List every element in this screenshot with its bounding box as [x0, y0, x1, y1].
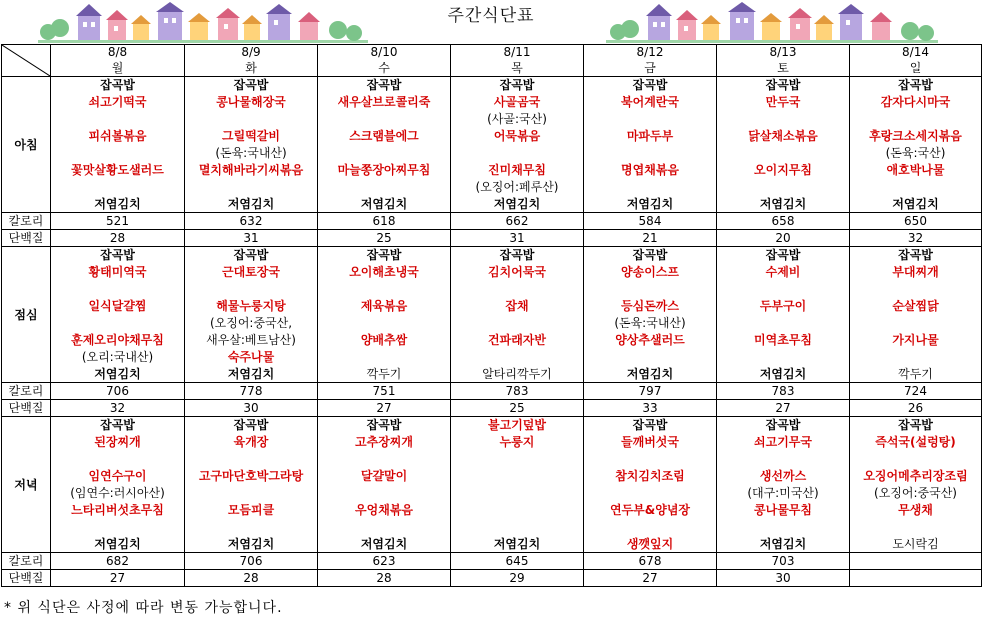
date-cell: 8/13: [717, 45, 850, 61]
menu-cell: [717, 315, 850, 332]
menu-cell: 저염김치: [584, 196, 717, 213]
menu-cell: 등심돈까스: [584, 298, 717, 315]
calorie-value: 706: [51, 383, 185, 400]
menu-cell: 양송이스프: [584, 264, 717, 281]
menu-cell: 저염김치: [51, 196, 185, 213]
menu-cell: 건파래자반: [451, 332, 584, 349]
menu-cell: 깍두기: [850, 366, 982, 383]
menu-cell: [717, 519, 850, 536]
calorie-value: 623: [318, 553, 451, 570]
protein-label: 단백질: [2, 400, 51, 417]
date-cell: 8/9: [185, 45, 318, 61]
menu-cell: 저염김치: [850, 196, 982, 213]
menu-cell: 사골곰국: [451, 94, 584, 111]
menu-cell: 잡곡밥: [451, 77, 584, 94]
menu-cell: 잡곡밥: [451, 247, 584, 264]
menu-row: [2, 434, 982, 451]
menu-cell: (오리:국내산): [51, 349, 185, 366]
calorie-value: 678: [584, 553, 717, 570]
protein-value: 30: [185, 400, 318, 417]
menu-cell: 스크램블에그: [318, 128, 451, 145]
calorie-value: 645: [451, 553, 584, 570]
menu-cell: [318, 315, 451, 332]
calorie-value: 706: [185, 553, 318, 570]
menu-cell: 잡곡밥: [850, 247, 982, 264]
meal-label: 저녁: [2, 417, 51, 553]
menu-cell: 생선까스: [717, 468, 850, 485]
menu-cell: [451, 468, 584, 485]
protein-value: 31: [185, 230, 318, 247]
menu-row: [2, 536, 982, 553]
menu-cell: 느타리버섯초무침: [51, 502, 185, 519]
menu-row: [2, 247, 982, 264]
menu-cell: 황태미역국: [51, 264, 185, 281]
protein-value: [850, 570, 982, 587]
menu-cell: [584, 519, 717, 536]
menu-cell: 두부구이: [717, 298, 850, 315]
calorie-value: 650: [850, 213, 982, 230]
menu-cell: 잡곡밥: [850, 417, 982, 434]
menu-cell: [185, 519, 318, 536]
menu-cell: (돈육:국내산): [584, 315, 717, 332]
menu-cell: 만두국: [717, 94, 850, 111]
menu-row: [2, 298, 982, 315]
menu-cell: [51, 281, 185, 298]
menu-cell: 근대토장국: [185, 264, 318, 281]
menu-cell: 새우살브로콜리죽: [318, 94, 451, 111]
menu-cell: 저염김치: [451, 536, 584, 553]
menu-cell: [51, 451, 185, 468]
menu-cell: 우엉채볶음: [318, 502, 451, 519]
protein-value: 21: [584, 230, 717, 247]
menu-cell: [185, 281, 318, 298]
menu-cell: 잡곡밥: [318, 77, 451, 94]
weekday-cell: 금: [584, 61, 717, 77]
calorie-value: 521: [51, 213, 185, 230]
menu-cell: [850, 451, 982, 468]
footnote: * 위 식단은 사정에 따라 변동 가능합니다.: [4, 600, 283, 616]
menu-cell: [850, 519, 982, 536]
menu-cell: 들깨버섯국: [584, 434, 717, 451]
menu-cell: 저염김치: [51, 536, 185, 553]
menu-row: [2, 264, 982, 281]
menu-cell: 저염김치: [185, 196, 318, 213]
menu-cell: [850, 315, 982, 332]
protein-value: 29: [451, 570, 584, 587]
weekday-row: [2, 61, 982, 77]
menu-row: [2, 162, 982, 179]
protein-value: 27: [51, 570, 185, 587]
menu-cell: 참치김치조림: [584, 468, 717, 485]
menu-cell: [717, 111, 850, 128]
menu-cell: 새우살:베트남산): [185, 332, 318, 349]
menu-cell: [584, 145, 717, 162]
menu-cell: [850, 281, 982, 298]
menu-cell: 마파두부: [584, 128, 717, 145]
protein-value: 28: [185, 570, 318, 587]
menu-cell: 도시락김: [850, 536, 982, 553]
protein-label: 단백질: [2, 570, 51, 587]
menu-cell: 임연수구이: [51, 468, 185, 485]
calorie-label: 칼로리: [2, 213, 51, 230]
calorie-label: 칼로리: [2, 383, 51, 400]
menu-cell: [584, 349, 717, 366]
menu-cell: 멸치해바라기씨볶음: [185, 162, 318, 179]
menu-cell: 잡곡밥: [584, 247, 717, 264]
menu-cell: 쇠고기무국: [717, 434, 850, 451]
menu-cell: 연두부&양념장: [584, 502, 717, 519]
menu-cell: 미역초무침: [717, 332, 850, 349]
menu-cell: 잡곡밥: [185, 417, 318, 434]
menu-cell: [451, 145, 584, 162]
weekday-cell: 일: [850, 61, 982, 77]
menu-cell: [717, 281, 850, 298]
menu-cell: 즉석국(설렁탕): [850, 434, 982, 451]
menu-cell: 저염김치: [185, 366, 318, 383]
menu-row: [2, 145, 982, 162]
menu-cell: [584, 111, 717, 128]
menu-cell: [451, 349, 584, 366]
menu-cell: 양배추쌈: [318, 332, 451, 349]
menu-cell: 오이해초냉국: [318, 264, 451, 281]
calorie-value: 797: [584, 383, 717, 400]
menu-cell: 그릴떡갈비: [185, 128, 318, 145]
menu-cell: 잡곡밥: [51, 417, 185, 434]
menu-cell: [185, 111, 318, 128]
menu-cell: 잡곡밥: [51, 247, 185, 264]
menu-cell: 저염김치: [185, 536, 318, 553]
weekly-menu-table: [1, 44, 982, 587]
menu-row: [2, 502, 982, 519]
menu-cell: 쇠고기떡국: [51, 94, 185, 111]
protein-label: 단백질: [2, 230, 51, 247]
menu-cell: 가지나물: [850, 332, 982, 349]
menu-cell: 잡곡밥: [185, 247, 318, 264]
protein-value: 32: [850, 230, 982, 247]
menu-cell: 깍두기: [318, 366, 451, 383]
calorie-value: 751: [318, 383, 451, 400]
menu-row: [2, 179, 982, 196]
menu-cell: 해물누룽지탕: [185, 298, 318, 315]
menu-cell: 콩나물해장국: [185, 94, 318, 111]
menu-row: [2, 366, 982, 383]
menu-cell: [51, 519, 185, 536]
weekday-cell: 월: [51, 61, 185, 77]
protein-row: [2, 570, 982, 587]
menu-cell: 누룽지: [451, 434, 584, 451]
menu-cell: [584, 451, 717, 468]
menu-cell: [318, 349, 451, 366]
menu-cell: [318, 451, 451, 468]
menu-cell: (오징어:중국산): [850, 485, 982, 502]
menu-cell: [717, 451, 850, 468]
protein-row: [2, 230, 982, 247]
menu-cell: 잡곡밥: [185, 77, 318, 94]
menu-cell: [717, 179, 850, 196]
menu-cell: 육개장: [185, 434, 318, 451]
menu-cell: [51, 111, 185, 128]
meal-label: 점심: [2, 247, 51, 383]
protein-row: [2, 400, 982, 417]
menu-row: [2, 111, 982, 128]
menu-cell: [318, 281, 451, 298]
menu-cell: 저염김치: [717, 366, 850, 383]
menu-cell: 순살찜닭: [850, 298, 982, 315]
menu-row: [2, 196, 982, 213]
menu-cell: 숙주나물: [185, 349, 318, 366]
protein-value: 32: [51, 400, 185, 417]
header: [0, 0, 982, 44]
date-cell: 8/14: [850, 45, 982, 61]
menu-cell: 잡채: [451, 298, 584, 315]
calorie-value: 618: [318, 213, 451, 230]
menu-cell: [717, 349, 850, 366]
menu-cell: 저염김치: [51, 366, 185, 383]
menu-cell: (오징어:페루산): [451, 179, 584, 196]
weekday-cell: 화: [185, 61, 318, 77]
menu-cell: 닭살채소볶음: [717, 128, 850, 145]
menu-row: [2, 451, 982, 468]
menu-cell: [850, 111, 982, 128]
menu-cell: 후랑크소세지볶음: [850, 128, 982, 145]
menu-row: [2, 77, 982, 94]
menu-cell: 된장찌개: [51, 434, 185, 451]
menu-cell: 양상추샐러드: [584, 332, 717, 349]
calorie-value: 584: [584, 213, 717, 230]
menu-cell: [451, 281, 584, 298]
protein-value: 27: [717, 400, 850, 417]
village-illustration-left: [38, 2, 368, 44]
village-illustration-right: [606, 2, 938, 44]
menu-cell: 잡곡밥: [717, 77, 850, 94]
menu-cell: 마늘쫑장아찌무침: [318, 162, 451, 179]
menu-cell: [584, 179, 717, 196]
menu-cell: [318, 179, 451, 196]
weekday-cell: 목: [451, 61, 584, 77]
menu-cell: 애호박나물: [850, 162, 982, 179]
menu-cell: [318, 485, 451, 502]
meal-label: 아침: [2, 77, 51, 213]
menu-cell: 잡곡밥: [318, 247, 451, 264]
menu-cell: 어묵볶음: [451, 128, 584, 145]
protein-value: 27: [318, 400, 451, 417]
menu-cell: 생깻잎지: [584, 536, 717, 553]
menu-cell: (돈육:국산): [850, 145, 982, 162]
date-cell: 8/10: [318, 45, 451, 61]
menu-cell: [584, 485, 717, 502]
menu-row: [2, 485, 982, 502]
menu-cell: 오징어메추리장조림: [850, 468, 982, 485]
menu-cell: 저염김치: [584, 366, 717, 383]
menu-cell: 불고기덮밥: [451, 417, 584, 434]
menu-cell: 고추장찌개: [318, 434, 451, 451]
date-cell: 8/8: [51, 45, 185, 61]
calorie-value: 703: [717, 553, 850, 570]
menu-cell: 저염김치: [318, 196, 451, 213]
menu-cell: [850, 349, 982, 366]
menu-cell: 훈제오리야채무침: [51, 332, 185, 349]
menu-cell: 고구마단호박그라탕: [185, 468, 318, 485]
menu-cell: 잡곡밥: [318, 417, 451, 434]
protein-value: 20: [717, 230, 850, 247]
menu-cell: [318, 111, 451, 128]
date-cell: 8/12: [584, 45, 717, 61]
corner-cell: [2, 45, 51, 77]
menu-cell: (돈육:국내산): [185, 145, 318, 162]
menu-cell: [584, 281, 717, 298]
menu-cell: 모듬피클: [185, 502, 318, 519]
menu-cell: (대구:미국산): [717, 485, 850, 502]
menu-cell: 북어계란국: [584, 94, 717, 111]
menu-row: [2, 349, 982, 366]
date-row: [2, 45, 982, 61]
menu-cell: [185, 451, 318, 468]
menu-cell: 잡곡밥: [717, 417, 850, 434]
menu-row: [2, 94, 982, 111]
menu-cell: 일식달걀찜: [51, 298, 185, 315]
menu-cell: [51, 179, 185, 196]
calorie-value: 632: [185, 213, 318, 230]
menu-cell: 꽃맛살황도샐러드: [51, 162, 185, 179]
calorie-value: 724: [850, 383, 982, 400]
menu-cell: (임연수:러시아산): [51, 485, 185, 502]
menu-cell: 오이지무침: [717, 162, 850, 179]
page-title: 주간식단표: [447, 6, 535, 26]
calorie-value: 662: [451, 213, 584, 230]
menu-cell: [451, 451, 584, 468]
menu-cell: 부대찌개: [850, 264, 982, 281]
calorie-value: 658: [717, 213, 850, 230]
menu-cell: 잡곡밥: [584, 417, 717, 434]
protein-value: 30: [717, 570, 850, 587]
menu-row: [2, 519, 982, 536]
menu-cell: [185, 485, 318, 502]
calorie-row: [2, 383, 982, 400]
menu-cell: 무생채: [850, 502, 982, 519]
weekday-cell: 토: [717, 61, 850, 77]
calorie-value: 783: [717, 383, 850, 400]
menu-row: [2, 468, 982, 485]
calorie-value: [850, 553, 982, 570]
protein-value: 28: [51, 230, 185, 247]
menu-cell: [451, 519, 584, 536]
menu-cell: 진미채무침: [451, 162, 584, 179]
calorie-value: 783: [451, 383, 584, 400]
menu-cell: 저염김치: [451, 196, 584, 213]
menu-cell: [51, 145, 185, 162]
menu-cell: 저염김치: [717, 536, 850, 553]
menu-cell: [51, 315, 185, 332]
menu-cell: 제육볶음: [318, 298, 451, 315]
calorie-value: 778: [185, 383, 318, 400]
menu-cell: [185, 179, 318, 196]
menu-cell: 저염김치: [318, 536, 451, 553]
menu-cell: [451, 485, 584, 502]
menu-row: [2, 128, 982, 145]
menu-cell: 잡곡밥: [717, 247, 850, 264]
protein-value: 28: [318, 570, 451, 587]
menu-cell: 달걀말이: [318, 468, 451, 485]
calorie-row: [2, 213, 982, 230]
protein-value: 25: [318, 230, 451, 247]
menu-row: [2, 315, 982, 332]
calorie-value: 682: [51, 553, 185, 570]
menu-cell: 감자다시마국: [850, 94, 982, 111]
weekday-cell: 수: [318, 61, 451, 77]
menu-cell: 명엽채볶음: [584, 162, 717, 179]
menu-cell: 알타리깍두기: [451, 366, 584, 383]
menu-cell: (사골:국산): [451, 111, 584, 128]
menu-cell: 김치어묵국: [451, 264, 584, 281]
menu-row: [2, 332, 982, 349]
menu-cell: 콩나물무침: [717, 502, 850, 519]
menu-cell: 잡곡밥: [584, 77, 717, 94]
menu-cell: [717, 145, 850, 162]
protein-value: 25: [451, 400, 584, 417]
protein-value: 31: [451, 230, 584, 247]
menu-cell: 저염김치: [717, 196, 850, 213]
calorie-label: 칼로리: [2, 553, 51, 570]
menu-cell: (오징어:중국산,: [185, 315, 318, 332]
menu-cell: 수제비: [717, 264, 850, 281]
menu-cell: [850, 179, 982, 196]
protein-value: 26: [850, 400, 982, 417]
protein-value: 33: [584, 400, 717, 417]
menu-cell: 잡곡밥: [850, 77, 982, 94]
menu-row: [2, 281, 982, 298]
menu-cell: 피쉬볼볶음: [51, 128, 185, 145]
calorie-row: [2, 553, 982, 570]
menu-cell: [451, 315, 584, 332]
protein-value: 27: [584, 570, 717, 587]
date-cell: 8/11: [451, 45, 584, 61]
menu-cell: [451, 502, 584, 519]
menu-row: [2, 417, 982, 434]
menu-cell: [318, 145, 451, 162]
menu-cell: [318, 519, 451, 536]
menu-cell: 잡곡밥: [51, 77, 185, 94]
